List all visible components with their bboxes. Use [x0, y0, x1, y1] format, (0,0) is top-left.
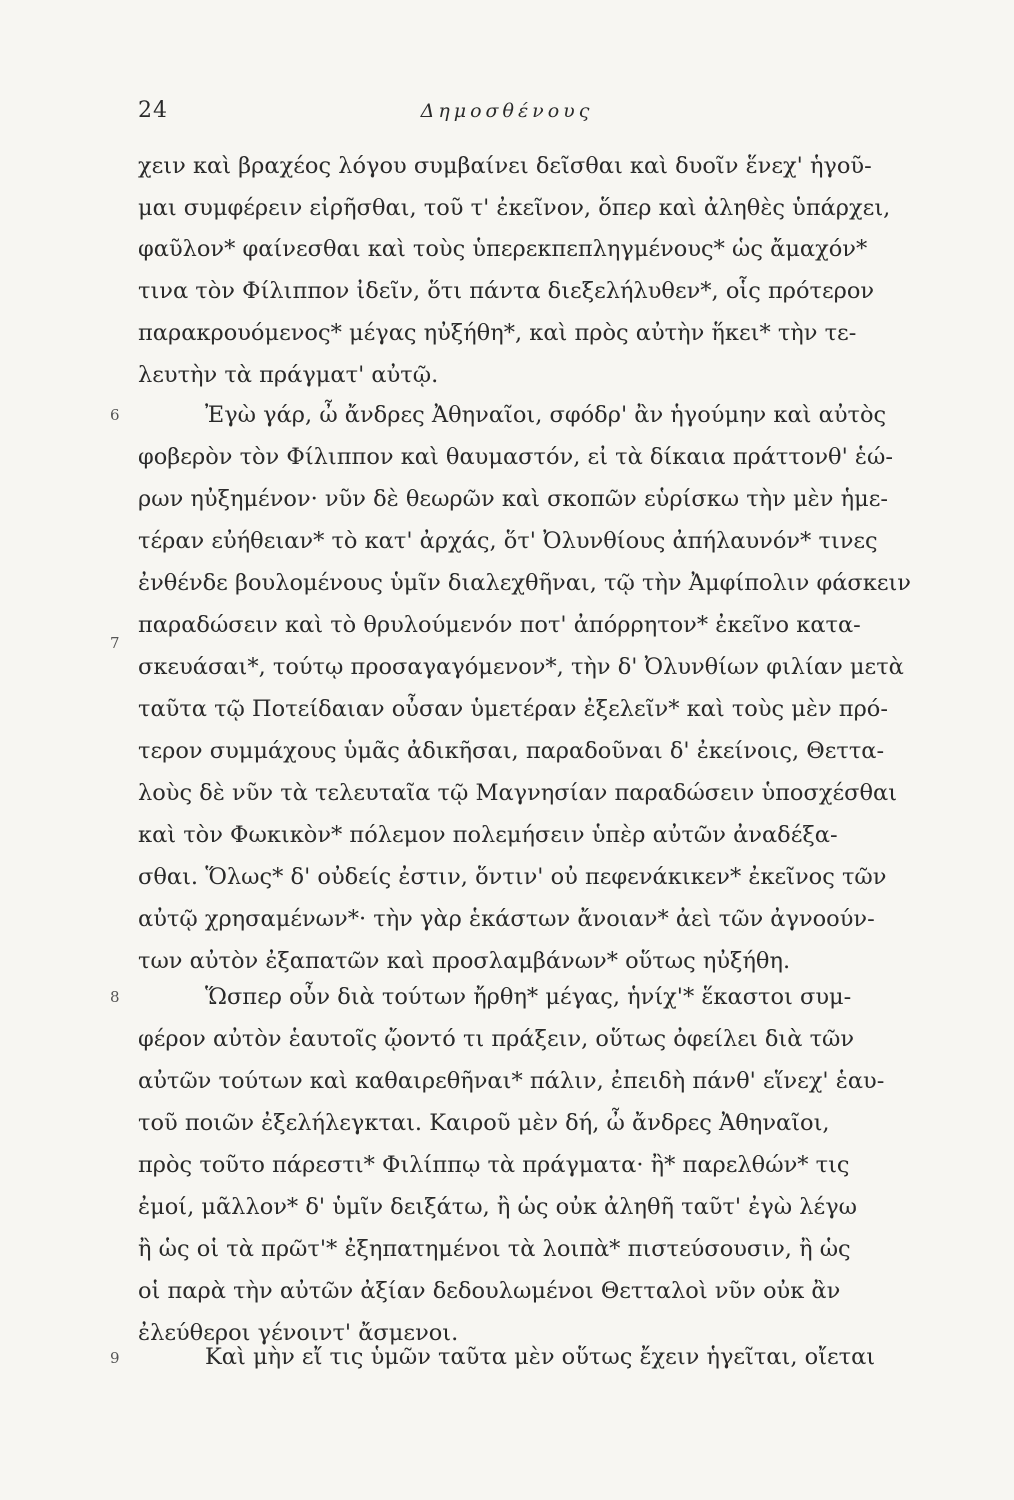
text-line: ἐνθένδε βουλομένους ὑμῖν διαλεχθῆναι, τῷ τὴν Ἀμφίπολιν φάσκειν [138, 570, 911, 596]
text-line: ρων ηὐξημένον· νῦν δὲ θεωρῶν καὶ σκοπῶν εὑρίσκω τὴν μὲν ἡμε- [138, 486, 888, 512]
text-line: φέρον αὐτὸν ἑαυτοῖς ᾤοντό τι πράξειν, οὕτως ὀφείλει διὰ τῶν [138, 1026, 855, 1052]
text-line: Ὥσπερ οὖν διὰ τούτων ἤρθη* μέγας, ἡνίχ'* ἕκαστοι συμ- [205, 984, 852, 1010]
text-line: παρακρουόμενος* μέγας ηὐξήθη*, καὶ πρὸς αὐτὴν ἥκει* τὴν τε- [138, 320, 857, 346]
text-line: φαῦλον* φαίνεσθαι καὶ τοὺς ὑπερεκπεπληγμένους* ὡς ἄμαχόν* [138, 236, 868, 262]
text-line: χειν καὶ βραχέος λόγου συμβαίνει δεῖσθαι καὶ δυοῖν ἕνεχ' ἡγοῦ- [138, 153, 872, 179]
text-line: λευτὴν τὰ πράγματ' αὐτῷ. [138, 362, 439, 388]
text-line: αὐτῶν τούτων καὶ καθαιρεθῆναι* πάλιν, ἐπειδὴ πάνθ' εἵνεχ' ἑαυ- [138, 1068, 885, 1094]
text-line: των αὐτὸν ἐξαπατῶν καὶ προσλαμβάνων* οὕτως ηὐξήθη. [138, 948, 791, 974]
text-line: ἐμοί, μᾶλλον* δ' ὑμῖν δειξάτω, ἢ ὡς οὐκ ἀληθῆ ταῦτ' ἐγὼ λέγω [138, 1194, 858, 1220]
text-line: πρὸς τοῦτο πάρεστι* Φιλίππῳ τὰ πράγματα· ἢ* παρελθών* τις [138, 1152, 850, 1178]
text-line: ταῦτα τῷ Ποτείδαιαν οὖσαν ὑμετέραν ἐξελεῖν* καὶ τοὺς μὲν πρό- [138, 696, 888, 722]
text-line: ἢ ὡς οἱ τὰ πρῶτ'* ἐξηπατημένοι τὰ λοιπὰ* πιστεύσουσιν, ἢ ὡς [138, 1236, 851, 1262]
text-line: λοὺς δὲ νῦν τὰ τελευταῖα τῷ Μαγνησίαν παραδώσειν ὑποσχέσθαι [138, 780, 898, 806]
text-line: Ἐγὼ γάρ, ὦ ἄνδρες Ἀθηναῖοι, σφόδρ' ἂν ἡγούμην καὶ αὐτὸς [205, 402, 887, 428]
text-line: καὶ τὸν Φωκικὸν* πόλεμον πολεμήσειν ὑπὲρ αὐτῶν ἀναδέξα- [138, 822, 838, 848]
text-line: σκευάσαι*, τούτῳ προσαγαγόμενον*, τὴν δ' Ὀλυνθίων φιλίαν μετὰ [138, 654, 904, 680]
text-line: τερον συμμάχους ὑμᾶς ἀδικῆσαι, παραδοῦναι δ' ἐκείνοις, Θεττα- [138, 738, 885, 764]
margin-number-6: 6 [110, 406, 120, 424]
text-line: οἱ παρὰ τὴν αὐτῶν ἀξίαν δεδουλωμένοι Θετταλοὶ νῦν οὐκ ἂν [138, 1278, 841, 1304]
text-line: τοῦ ποιῶν ἐξελήλεγκται. Καιροῦ μὲν δή, ὦ ἄνδρες Ἀθηναῖοι, [138, 1110, 830, 1136]
running-title: Δημοσθένους [420, 100, 594, 122]
page-number: 24 [138, 98, 168, 123]
margin-number-7: 7 [110, 634, 120, 652]
text-line: σθαι. Ὅλως* δ' οὐδείς ἐστιν, ὅντιν' οὐ πεφενάκικεν* ἐκεῖνος τῶν [138, 864, 887, 890]
text-line: ἐλεύθεροι γένοιντ' ἄσμενοι. [138, 1320, 459, 1346]
text-line: μαι συμφέρειν εἰρῆσθαι, τοῦ τ' ἐκεῖνον, ὅπερ καὶ ἀληθὲς ὑπάρχει, [138, 195, 891, 221]
margin-number-8: 8 [110, 988, 120, 1006]
margin-number-9: 9 [110, 1349, 120, 1367]
text-line: παραδώσειν καὶ τὸ θρυλούμενόν ποτ' ἀπόρρητον* ἐκεῖνο κατα- [138, 612, 861, 638]
text-line: αὐτῷ χρησαμένων*· τὴν γὰρ ἑκάστων ἄνοιαν* ἀεὶ τῶν ἀγνοούν- [138, 906, 875, 932]
text-line: φοβερὸν τὸν Φίλιππον καὶ θαυμαστόν, εἰ τὰ δίκαια πράττονθ' ἑώ- [138, 444, 893, 470]
text-line: Καὶ μὴν εἴ τις ὑμῶν ταῦτα μὲν οὕτως ἔχειν ἡγεῖται, οἴεται [205, 1344, 876, 1370]
text-line: τέραν εὐήθειαν* τὸ κατ' ἀρχάς, ὅτ' Ὀλυνθίους ἀπήλαυνόν* τινες [138, 528, 878, 554]
text-line: τινα τὸν Φίλιππον ἰδεῖν, ὅτι πάντα διεξελήλυθεν*, οἷς πρότερον [138, 278, 875, 304]
